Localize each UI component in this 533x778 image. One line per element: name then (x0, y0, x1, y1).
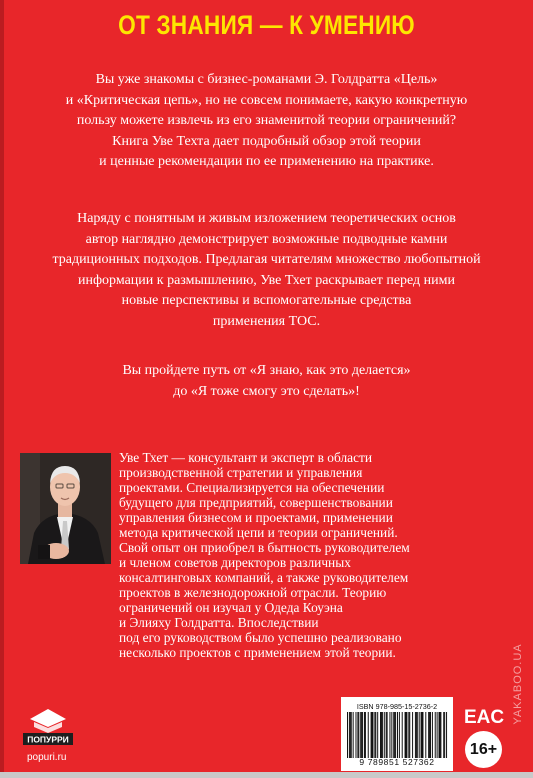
barcode-bar (425, 712, 426, 758)
barcode-bar (375, 712, 376, 758)
intro-line: Книга Уве Техта дает подробный обзор этой теории (112, 133, 421, 149)
barcode-bar (380, 712, 381, 758)
publisher-logo (22, 705, 74, 757)
body-line: применения ТОС. (212, 313, 321, 329)
intro-line: и ценные рекомендации по ее применению на практике. (99, 154, 434, 170)
barcode-bar (353, 712, 354, 758)
intro-line: пользу можете извлечь из его знаменитой теории ограничений? (76, 113, 457, 129)
barcode-bar (419, 712, 420, 758)
barcode-bar (405, 712, 406, 758)
barcode-bar (350, 712, 351, 758)
barcode-bar (361, 712, 362, 758)
barcode-bar (428, 712, 429, 758)
bio-line: несколько проектов с применением этой теории. (119, 645, 396, 660)
bio-line: управления бизнесом и проектами, применении (119, 510, 393, 525)
bio-line: будущего для предприятий, совершенствовании (119, 495, 393, 510)
bio-line: проектами. Специализируется на обеспечении (119, 480, 385, 495)
barcode-bar (408, 712, 409, 758)
barcode-bar (389, 712, 390, 758)
barcode-bar (391, 712, 392, 758)
barcode-bar (364, 712, 365, 758)
bio-line: ограничений он изучал у Одеда Коуэна (119, 600, 343, 615)
barcode-bar (444, 712, 445, 758)
barcode-number: 9 789851 527362 (359, 757, 435, 767)
barcode-bar (417, 712, 418, 758)
barcode-bar (399, 712, 400, 758)
barcode-bar (446, 712, 447, 758)
barcode-bar (415, 712, 416, 758)
barcode-bar (362, 712, 363, 758)
eac-mark-text: EAC (463, 707, 505, 728)
barcode-bar (393, 712, 394, 758)
barcode-bar (372, 712, 373, 758)
barcode-bar (443, 712, 444, 758)
barcode-bar (432, 712, 433, 758)
bio-line: проектов в железнодорожной отрасли. Теорию (119, 585, 387, 600)
barcode-bar (365, 712, 366, 758)
barcode-bar (372, 712, 373, 758)
barcode-bar (422, 712, 423, 758)
barcode-bar (439, 712, 440, 758)
barcode-bar (397, 712, 398, 758)
watermark (508, 600, 526, 770)
body-line: автор наглядно демонстрирует возможные подводные камни (85, 231, 448, 247)
barcode-bar (430, 712, 431, 758)
age-rating-badge: 16+ (465, 731, 502, 768)
path-paragraph (40, 361, 493, 402)
barcode-bar (395, 712, 396, 758)
barcode-bar (435, 712, 436, 758)
barcode-bar (412, 712, 413, 758)
watermark-text: YAKABOO.UA (512, 643, 524, 725)
barcode-bar (374, 712, 375, 758)
barcode-label (341, 697, 453, 771)
barcode-bar (358, 712, 359, 758)
barcode-bar (405, 712, 406, 758)
barcode-bar (406, 712, 407, 758)
publisher-site: popuri.ru (27, 752, 67, 763)
barcode-bar (347, 712, 348, 758)
barcode-bar (421, 712, 422, 758)
cover-bottom-edge (0, 772, 533, 778)
headline: ОТ ЗНАНИЯ — К УМЕНИЮ (118, 10, 415, 40)
body-line: новые перспективы и вспомогательные средства (121, 293, 412, 309)
author-bio (119, 450, 479, 660)
barcode-bar (371, 712, 372, 758)
eac-mark-icon (463, 700, 505, 730)
barcode-bar (368, 712, 369, 758)
barcode-bar (360, 712, 361, 758)
barcode-bar (422, 712, 423, 758)
barcode-icon (347, 712, 447, 758)
barcode-bar (440, 712, 441, 758)
bio-line: производственной стратегии и управления (119, 465, 363, 480)
bio-line: под его руководством было успешно реализовано (119, 630, 402, 645)
barcode-bar (402, 712, 403, 758)
intro-paragraph (40, 70, 493, 173)
barcode-bar (394, 712, 395, 758)
path-line: до «Я тоже смогу это сделать»! (173, 383, 360, 399)
bio-line: Свой опыт он приобрел в бытность руководителем (119, 540, 410, 555)
barcode-bar (384, 712, 385, 758)
isbn-text: ISBN 978-985-15-2736-2 (356, 702, 438, 711)
barcode-bar (377, 712, 378, 758)
path-line: Вы пройдете путь от «Я знаю, как это делается» (122, 363, 411, 378)
barcode-bar (409, 712, 410, 758)
body-line: информации к размышлению, Уве Тхет раскрывает перед ними (77, 272, 456, 288)
barcode-bar (381, 712, 382, 758)
barcode-bar (439, 712, 440, 758)
bio-line: Уве Тхет — консультант и эксперт в области (119, 450, 373, 465)
barcode-bar (387, 712, 388, 758)
bio-line: и Элияху Голдратта. Впоследствии (119, 615, 319, 630)
publisher-logo-text: ПОПУРРИ (27, 734, 69, 745)
intro-line: и «Критическая цепь», но не совсем понимаете, какую конкретную (65, 92, 468, 108)
barcode-bar (416, 712, 417, 758)
barcode-bar (357, 712, 358, 758)
barcode-bar (382, 712, 383, 758)
body-line: традиционных подходов. Предлагая читателям множество любопытной (52, 252, 481, 268)
body-line: Наряду с понятным и живым изложением теоретических основ (77, 211, 456, 226)
author-photo (20, 453, 111, 564)
barcode-bar (429, 712, 430, 758)
barcode-bar (349, 712, 350, 758)
bio-line: консалтинговых компаний, а также руководителем (119, 570, 409, 585)
body-paragraph (40, 209, 493, 333)
barcode-bar (437, 712, 438, 758)
barcode-bar (351, 712, 352, 758)
barcode-bar (386, 712, 387, 758)
cover-spine-edge (0, 0, 4, 778)
intro-line: Вы уже знакомы с бизнес-романами Э. Голдратта «Цель» (95, 72, 438, 87)
bio-line: и членом советов директоров различных (119, 555, 351, 570)
barcode-bar (355, 712, 356, 758)
bio-line: метода критической цепи и теории ограничений. (119, 525, 398, 540)
